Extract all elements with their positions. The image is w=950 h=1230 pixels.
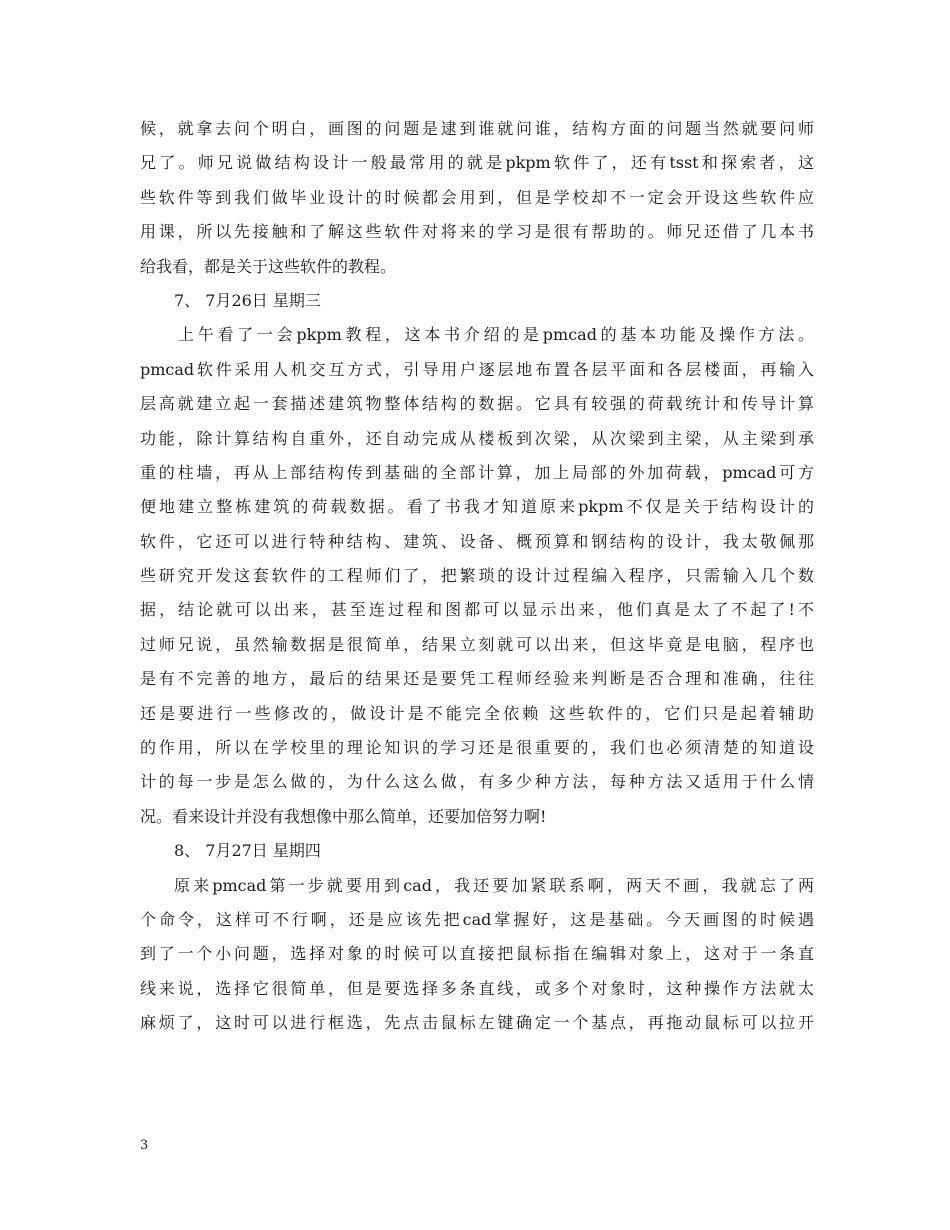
text-line: 的作用，所以在学校里的理论知识的学习还是很重要的，我们也必须清楚的知道设 bbox=[140, 738, 814, 758]
text-line: 层高就建立起一套描述建筑物整体结构的数据。它具有较强的荷载统计和传导计算 bbox=[140, 394, 814, 414]
text-line: 软件，它还可以进行特种结构、建筑、设备、概预算和钢结构的设计，我太敬佩那 bbox=[140, 531, 814, 551]
text-line: 给我看，都是关于这些软件的教程。 bbox=[140, 256, 397, 276]
text-line: pmcad软件采用人机交互方式，引导用户逐层地布置各层平面和各层楼面，再输入 bbox=[140, 359, 814, 379]
text-line: 计的每一步是怎么做的，为什么这么做，有多少种方法，每种方法又适用于什么情 bbox=[140, 772, 814, 792]
page-number: 3 bbox=[140, 1138, 149, 1153]
text-line: 据，结论就可以出来，甚至连过程和图都可以显示出来，他们真是太了不起了!不 bbox=[140, 600, 814, 620]
text-line: 是有不完善的地方，最后的结果还是要凭工程师经验来判断是否合理和准确，往往 bbox=[140, 669, 814, 689]
text-line: 便地建立整栋建筑的荷载数据。看了书我才知道原来pkpm不仅是关于结构设计的 bbox=[140, 497, 814, 517]
text-line: 用课，所以先接触和了解这些软件对将来的学习是很有帮助的。师兄还借了几本书 bbox=[140, 222, 814, 242]
text-line: 麻烦了，这时可以进行框选，先点击鼠标左键确定一个基点，再拖动鼠标可以拉开 bbox=[140, 1013, 814, 1033]
text-line: 重的柱墙，再从上部结构传到基础的全部计算，加上局部的外加荷载，pmcad可方 bbox=[140, 462, 814, 482]
diary-entry-heading: 7、 7月26日 星期三 bbox=[174, 290, 321, 310]
text-line: 原来pmcad第一步就要用到cad，我还要加紧联系啊，两天不画，我就忘了两 bbox=[174, 875, 814, 895]
text-line: 些软件等到我们做毕业设计的时候都会用到，但是学校却不一定会开设这些软件应 bbox=[140, 187, 814, 207]
text-line: 个命令，这样可不行啊，还是应该先把cad掌握好，这是基础。今天画图的时候遇 bbox=[140, 909, 814, 929]
text-line: 还是要进行一些修改的，做设计是不能完全依赖 这些软件的，它们只是起着辅助 bbox=[140, 703, 814, 723]
text-line: 兄了。师兄说做结构设计一般最常用的就是pkpm软件了，还有tsst和探索者，这 bbox=[140, 153, 814, 173]
text-line: 到了一个小问题，选择对象的时候可以直接把鼠标指在编辑对象上，这对于一条直 bbox=[140, 944, 814, 964]
text-line: 候，就拿去问个明白，画图的问题是逮到谁就问谁，结构方面的问题当然就要问师 bbox=[140, 119, 814, 138]
text-line: 上午看了一会pkpm教程，这本书介绍的是pmcad的基本功能及操作方法。 bbox=[178, 325, 814, 345]
text-line: 些研究开发这套软件的工程师们了，把繁琐的设计过程编入程序，只需输入几个数 bbox=[140, 566, 814, 586]
text-line: 况。看来设计并没有我想像中那么简单，还要加倍努力啊! bbox=[140, 806, 547, 826]
diary-entry-heading: 8、 7月27日 星期四 bbox=[174, 841, 321, 861]
body-text bbox=[140, 112, 814, 1041]
text-line: 线来说，选择它很简单，但是要选择多条直线，或多个对象时，这种操作方法就太 bbox=[140, 978, 814, 998]
text-line: 功能，除计算结构自重外，还自动完成从楼板到次梁，从次梁到主梁，从主梁到承 bbox=[140, 428, 814, 448]
text-line: 过师兄说，虽然输数据是很简单，结果立刻就可以出来，但这毕竟是电脑，程序也 bbox=[140, 634, 814, 654]
